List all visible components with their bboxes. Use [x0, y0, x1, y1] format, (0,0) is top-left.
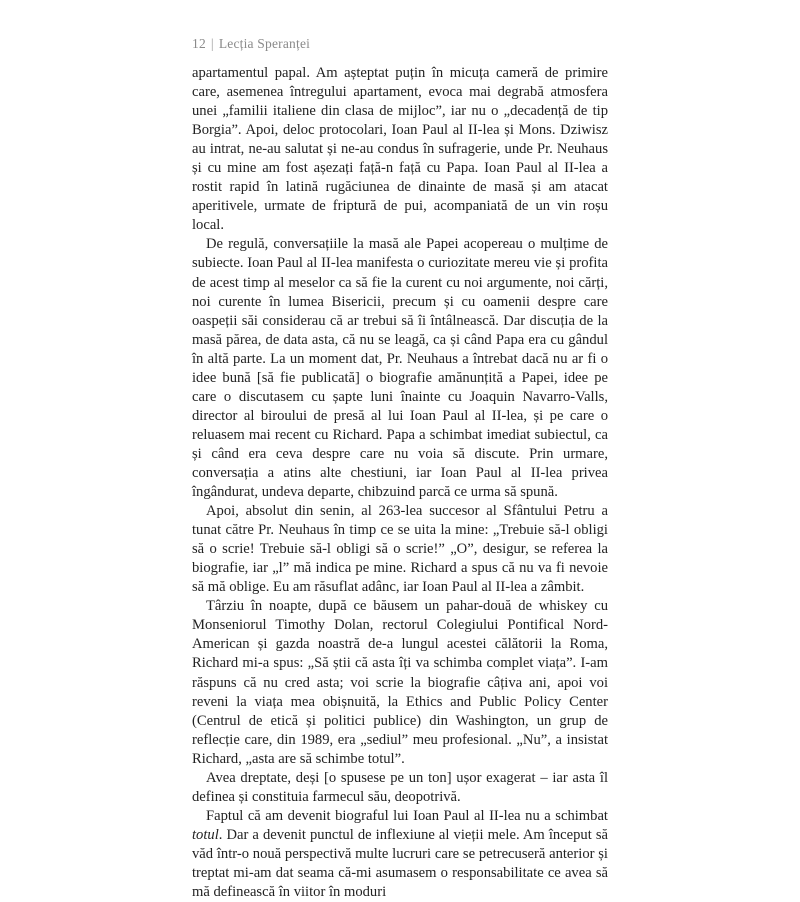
running-header — [192, 36, 310, 52]
paragraph-5: Avea dreptate, deși [o spusese pe un ton] ușor exagerat – iar asta îl definea și constituia farmecul său, deopotrivă. — [192, 769, 608, 805]
paragraph-6 — [192, 807, 608, 902]
header-separator: | — [210, 36, 214, 51]
emphasis-word: totul — [192, 826, 219, 843]
paragraph-1: apartamentul papal. Am așteptat puțin în micuța cameră de primire care, asemenea întregului apartament, evoca mai degrabă atmosfera unei „familii italiene din clasa de mijloc”, iar nu o „decadență de tip Borgia”. Apoi, deloc protocolari, Ioan Paul al II-lea și Mons. Dziwisz au intrat, ne-au salutat și ne-au condus în sufragerie, unde Pr. Neuhaus și cu mine am fost așezați față-n față cu Papa. Ioan Paul al II-lea a rostit rapid în latină rugăciunea de dinainte de masă și am atacat aperitivele, urmate de friptură de pui, acompaniată de un vin roșu local. — [192, 65, 608, 234]
paragraph-2: De regulă, conversațiile la masă ale Papei acopereau o mulțime de subiecte. Ioan Paul al II-lea manifesta o curiozitate mereu vie și profita de acest timp al meselor ca să fie la curent cu noi argumente, noi cărți, noi curente în lumea Bisericii, precum și cu oamenii despre care oaspeții săi considerau că ar trebui să îi întâlnească. Dar discuția de la masă părea, de data asta, că nu se leagă, ca și când Papa era cu gândul în altă parte. La un moment dat, Pr. Neuhaus a întrebat dacă nu ar fi o idee bună [să fie publicată] o biografie amănunțită a Papei, idee pe care o discutasem cu șapte luni înainte cu Joaquin Navarro-Valls, director al biroului de presă al lui Ioan Paul al II-lea, și pe care o reluasem mai recent cu Richard. Papa a schimbat imediat subiectul, ca și când era ceva despre care nu voia să discute. Prin urmare, conversația a atins alte chestiuni, iar Ioan Paul al II-lea privea îngândurat, undeva departe, chibzuind parcă ce urma să spună. — [192, 236, 608, 501]
paragraph-6-start: Faptul că am devenit biograful lui Ioan Paul al II-lea nu a schimbat — [206, 807, 608, 824]
paragraph-4: Târziu în noapte, după ce băusem un pahar-două de whiskey cu Monseniorul Timothy Dolan, rectorul Colegiului Pontifical Nord-American și gazda noastră de-a lungul acestei călătorii la Roma, Richard mi-a spus: „Să știi că asta îți va schimba complet viața”. I-am răspuns că nu cred asta; voi scrie la biografie câțiva ani, apoi voi reveni la viața mea obișnuită, la Ethics and Public Policy Center (Centrul de etică și politici publice) din Washington, un grup de reflecție care, din 1989, era „sediul” meu profesional. „Nu”, a insistat Richard, „asta are să schimbe totul”. — [192, 598, 608, 767]
paragraph-6-end: . Dar a devenit punctul de inflexiune al vieții mele. Am început să văd într-o nouă perspectivă multe lucruri care se petrecuseră anterior și treptat mi-am dat seama că-mi asumasem o responsabilitate ce avea să mă definească în viitor în moduri — [192, 826, 608, 901]
paragraph-3: Apoi, absolut din senin, al 263-lea succesor al Sfântului Petru a tunat către Pr. Neuhaus în timp ce se uita la mine: „Trebuie să-l obligi să o scrie! Trebuie să-l obligi să o scrie!” „O”, desigur, se referea la biografie, iar „l” mă indica pe mine. Richard a spus că nu va fi nevoie să mă oblige. Eu am răsuflat adânc, iar Ioan Paul al II-lea a zâmbit. — [192, 503, 608, 596]
page-number: 12 — [192, 36, 206, 51]
body-text — [192, 64, 608, 902]
book-title: Lecția Speranței — [218, 36, 311, 51]
